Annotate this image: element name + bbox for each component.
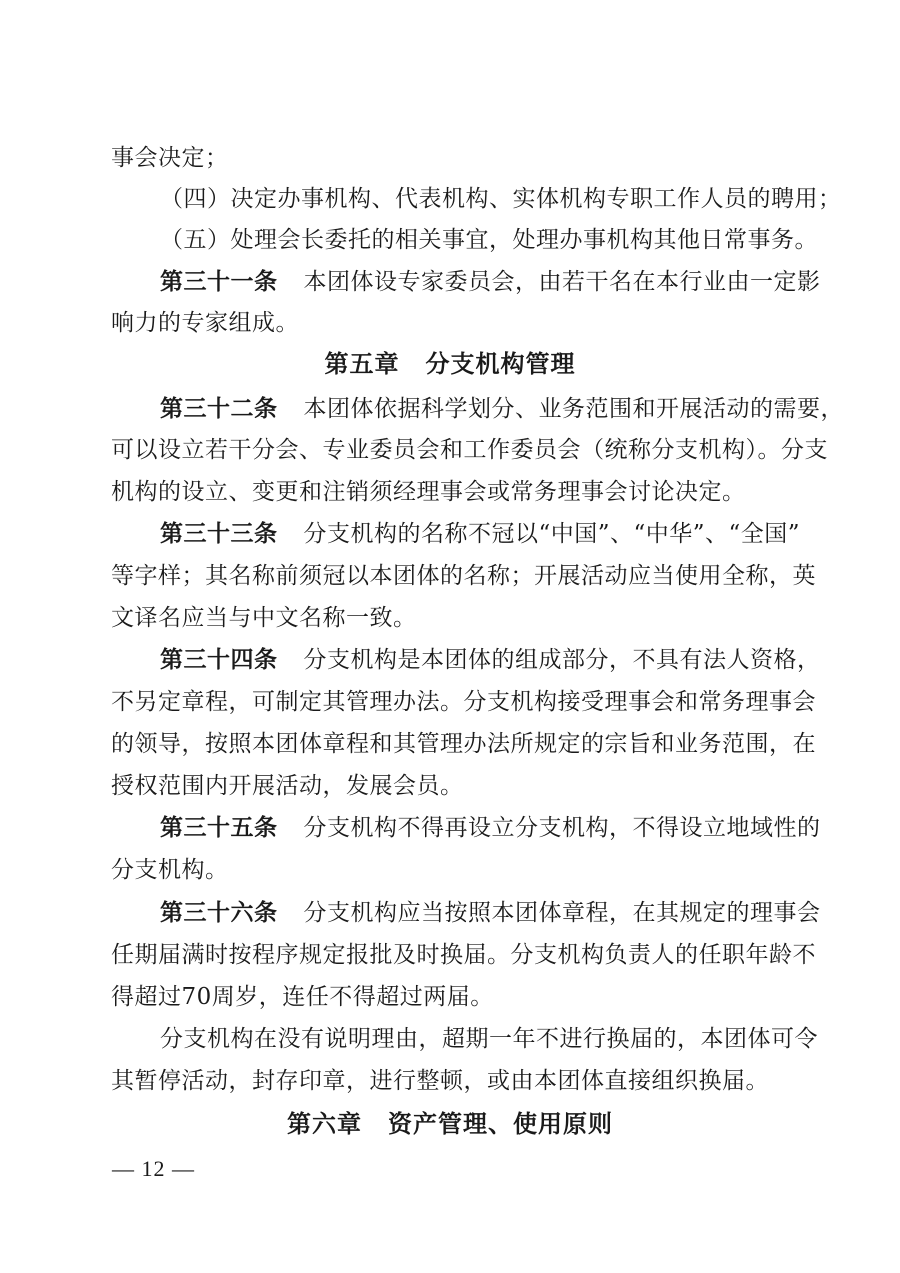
text-line: 其暂停活动，封存印章，进行整顿，或由本团体直接组织换届。 [111, 1068, 769, 1094]
article-title: 第三十四条 [160, 647, 278, 673]
text-line: 分支机构在没有说明理由，超期一年不进行换届的，本团体可令 [160, 1026, 818, 1052]
text-line: 事会决定； [111, 145, 229, 171]
page-number: — 12 — [112, 1156, 195, 1181]
article-36: 第三十六条 分支机构应当按照本团体章程，在其规定的理事会 [160, 900, 821, 926]
article-31: 第三十一条 本团体设专家委员会，由若干名在本行业由一定影 [160, 269, 821, 295]
text-line: 可以设立若干分会、专业委员会和工作委员会（统称分支机构）。分支 [111, 437, 828, 463]
chapter-5-heading: 第五章 分支机构管理 [324, 350, 576, 378]
text-line: 分支机构。 [111, 857, 229, 883]
article-33: 第三十三条 分支机构的名称不冠以“中国”、“中华”、“全国” [160, 521, 801, 547]
text-line: （五）处理会长委托的相关事宜，处理办事机构其他日常事务。 [160, 227, 818, 253]
article-34: 第三十四条 分支机构是本团体的组成部分，不具有法人资格， [160, 647, 821, 673]
text-line: 不另定章程，可制定其管理办法。分支机构接受理事会和常务理事会 [111, 689, 816, 715]
text-line: （四）决定办事机构、代表机构、实体机构专职工作人员的聘用； [160, 186, 842, 212]
text-line: 文译名应当与中文名称一致。 [111, 605, 417, 631]
article-title: 第三十一条 [160, 269, 278, 295]
text-line: 等字样；其名称前须冠以本团体的名称；开展活动应当使用全称，英 [111, 563, 816, 589]
chapter-6-heading: 第六章 资产管理、使用原则 [287, 1110, 613, 1138]
article-35: 第三十五条 分支机构不得再设立分支机构，不得设立地域性的 [160, 815, 821, 841]
article-title: 第三十六条 [160, 900, 278, 926]
article-title: 第三十二条 [160, 396, 278, 422]
article-32: 第三十二条 本团体依据科学划分、业务范围和开展活动的需要， [160, 396, 844, 422]
article-title: 第三十三条 [160, 521, 278, 547]
text-line: 任期届满时按程序规定报批及时换届。分支机构负责人的任职年龄不 [111, 942, 816, 968]
text-line: 响力的专家组成。 [111, 310, 299, 336]
article-title: 第三十五条 [160, 815, 278, 841]
text-line: 得超过70周岁，连任不得超过两届。 [111, 984, 494, 1010]
text-line: 授权范围内开展活动，发展会员。 [111, 773, 464, 799]
text-line: 的领导，按照本团体章程和其管理办法所规定的宗旨和业务范围，在 [111, 731, 816, 757]
text-line: 机构的设立、变更和注销须经理事会或常务理事会讨论决定。 [111, 479, 746, 505]
